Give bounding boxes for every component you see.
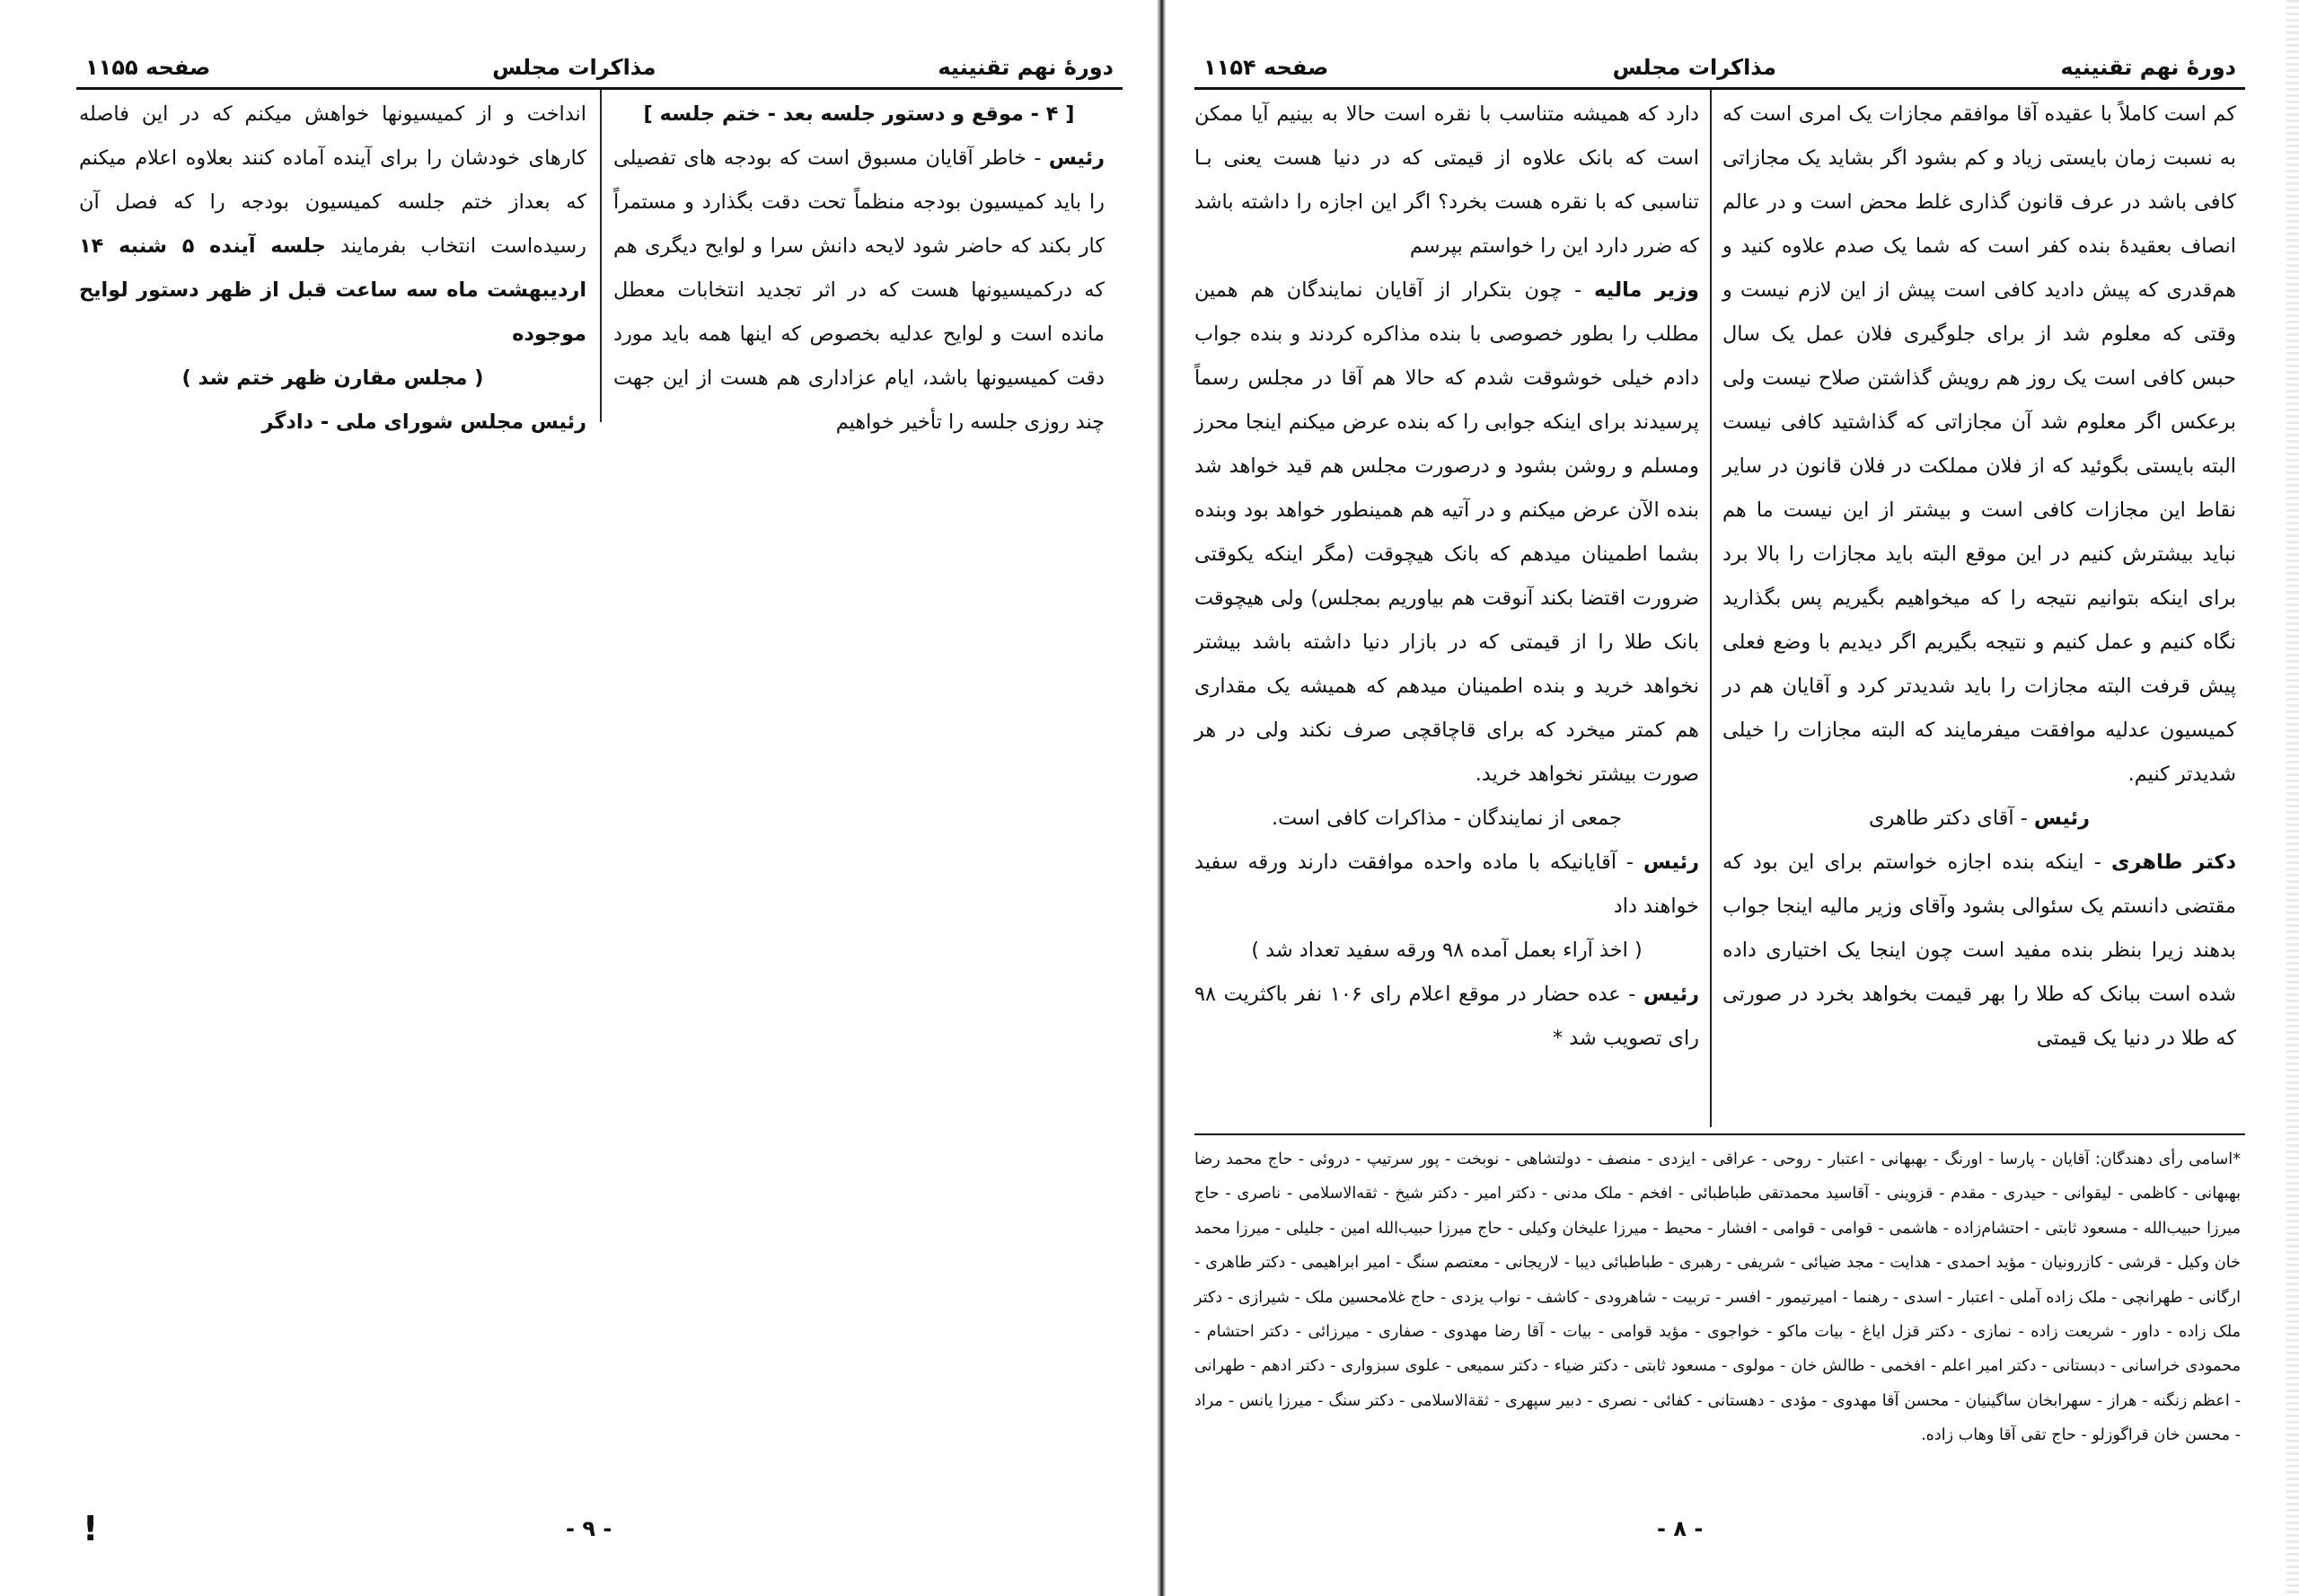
paragraph [79,93,586,357]
next-session-notice: جلسه آینده ۵ شنبه ۱۴ اردیبهشت ماه سه ساعت قبل از ظهر دستور لوایح موجوده [79,234,586,346]
left-page-left-column [79,93,586,434]
left-page-right-column [613,93,1105,434]
page-number: - ۹ - [566,1516,612,1541]
header-rule [1194,87,2245,90]
speaker-name: دکتر طاهری [2111,851,2236,874]
paragraph: دارد که همیشه متناسب با نقره است حالا به بینیم آیا ممکن است که بانک علاوه از قیمتی که در دنیا هست یعنی بـا تناسبی که با نقره هست بخرد؟ اگر این اجازه را داشته باشد که ضرر دارد این را خواستم بپرسم [1194,102,1699,258]
speaker-name: رئیس [1643,983,1699,1006]
paragraph [1194,841,1699,929]
speech-text: - عده حضار در موقع اعلام رای ۱۰۶ نفر باکثریت ۹۸ رای تصویب شد * [1194,983,1699,1050]
speaker-name: رئیس [1643,851,1699,874]
book-spine [1157,0,1166,1596]
right-page [1167,0,2299,1596]
paragraph [1194,973,1699,1061]
paragraph [1722,797,2236,841]
term-label: دورهٔ نهم تقنینیه [2060,55,2236,80]
page-label: صفحه ۱۱۵۵ [85,55,211,80]
paragraph [1194,269,1699,797]
right-page-header [1203,49,2236,85]
speech-text: انداخت و از کمیسیونها خواهش میکنم که در این فاصله کارهای خودشان را برای آینده آماده کنند بعلاوه اعلام میکنم که بعداز ختم جلسه کمیسیون بودجه را که فصل آن رسیده‌است انتخاب بفرمایند [79,102,586,258]
right-page-right-column [1722,93,2236,1125]
speaker-name: وزیر مالیه [1594,278,1699,302]
term-label: دورهٔ نهم تقنینیه [938,55,1114,80]
speech-text: - چون بتکرار از آقایان نمایندگان هم همین مطلب را بطور خصوصی با بنده مذاکره کردند و بنده جواب دادم خیلی خوشوقت شدم که حالا هم آقا در مجلس رسماً پرسیدند برای اینکه جوابی را که بنده عرض میکنم اینجا محرز ومسلم و روشن بشود و درصورت مجلس هم قید خواهد شد بنده الآن عرض میکنم و در آتیه هم همینطور خواهد بود وبنده بشما اطمینان میدهم که بانک هیچوقت (مگر اینکه یکوقتی ضرورت اقتضا بکند آنوقت هم بیاوریم بمجلس) ولی هیچوقت بانک طلا را از قیمتی که در بازار دنیا داشته باشد بیشتر نخواهد خرید و بنده اطمینان میدهم که همیشه یک مقداری هم کمتر میخرد که برای قاچاقچی صرف نکند ولی در هر صورت بیشتر نخواهد خرید. [1194,278,1699,786]
speaker-name: رئیس [2033,807,2090,830]
signature: رئیس مجلس شورای ملی - دادگر [261,410,586,434]
paragraph [1722,841,2236,1061]
session-closed-note: ( مجلس مقارن ظهر ختم شد ) [181,366,484,390]
running-title: مذاکرات مجلس [492,55,656,80]
speech-text: - خاطر آقایان مسبوق است که بودجه های تفصیلی را باید کمیسیون بودجه منظماً تحت دقت بگذارد و مستمراً کار بکند که حاضر شود لایحه دانش سرا و لوایح دیگری هم که درکمیسیونها هست که در اثر تجدید انتخابات معطل مانده است و لوایح عدلیه بخصوص که اینها همه باید مورد دقت کمیسیونها باشد، ایام عزاداری هم هست از این جهت چند روزی جلسه را تأخیر خواهیم [613,146,1105,434]
group-remark: جمعی از نمایندگان - مذاکرات کافی است. [1272,807,1622,830]
page-edge [2286,0,2299,1596]
margin-mark: ! [83,1509,99,1548]
footnote-rule [1194,1133,2245,1135]
page-number: - ۸ - [1657,1516,1704,1541]
speech-text: - آقای دکتر طاهری [1869,807,2028,830]
column-divider [600,90,602,422]
speech-text: - آقایانیکه با ماده واحده موافقت دارند ورقه سفید خواهند داد [1194,851,1699,918]
running-title: مذاکرات مجلس [1612,55,1777,80]
paragraph [613,137,1105,445]
column-divider [1710,90,1712,1127]
vote-result: ( اخذ آراء بعمل آمده ۹۸ ورقه سفید تعداد شد ) [1251,939,1643,962]
right-page-left-column [1194,93,1699,1125]
page-label: صفحه ۱۱۵۴ [1203,55,1329,80]
speaker-name: رئیس [1048,146,1105,170]
paragraph: کم است کاملاً با عقیده آقا موافقم مجازات یک امری است که به نسبت زمان بایستی زیاد و کم بشود اگر بشاید یک مجازاتی کافی باشد در عرف قانون گذاری غلط محض است و در عالم انصاف بعقیدهٔ بنده کفر است که شما یک صدم علاوه کنید و هم‌قدری که پیش دادید کافی است پیش از این لازم نیست و وقتی که معلوم شد از برای جلوگیری فلان عمل یک سال حبس کافی است یک روز هم رویش گذاشتن صلاح نیست ولی برعکس اگر معلوم شد آن مجازاتی که گذاشتید کافی نیست البته بایستی بگوئید که از فلان مملکت در فلان قانون در سایر نقاط این مجازات کافی است و بیشتر از این نیست ما هم نباید بیشترش کنیم در این موقع البته باید مجازات را بالا برد برای اینکه بتوانیم نتیجه را که میخواهیم بگیریم پس بگذارید نگاه کنیم و عمل کنیم و نتیجه بگیریم اگر دیدیم با وضع فعلی پیش قرفت البته مجازات را باید شدیدتر کرد و آقایان هم در کمیسیون عدلیه موافقت میفرمایند که البته مجازات را خیلی شدیدتر کنیم. [1722,102,2236,786]
left-page-header [85,49,1114,85]
speech-text: - اینکه بنده اجازه خواستم برای این بود که مقتضی دانستم یک سئوالی بشود وآقای وزیر مالیه اینجا جواب بدهند زیرا بنظر بنده مفید است چون اینجا یک اختیاری داده شده است ببانک که طلا را بهر قیمت بخواهد بخرد در صورتی که طلا در دنیا یک قیمتی [1722,851,2236,1050]
section-heading: [ ۴ - موقع و دستور جلسه بعد - ختم جلسه ] [643,102,1075,126]
voters-footnote: *اسامی رأی دهندگان: آقایان - پارسا - اورنگ - بهبهانی - اعتبار - روحی - عراقی - ایزدی - منصف - دولتشاهی - نوبخت - پور سرتیپ - دروئی - حاج محمد رضا بهبهانی - کاظمی - لیقوانی - حیدری - مقدم - قزوینی - آقاسید محمدتقی طباطبائی - افخم - ملک مدنی - دکتر امیر - دکتر شیخ - ثقه‌الاسلامی - ناصری - حاج میرزا حبیب‌الله - مسعود ثابتی - احتشام‌زاده - هاشمی - قوامی - قوامی - افشار - محیط - میرزا علیخان وکیلی - حاج میرزا حبیب‌الله امین - جلیلی - میرزا محمد خان وکیل - قرشی - کازرونیان - مؤید احمدی - هدایت - مجد ضیائی - شریفی - رهبری - طباطبائی دیبا - لاریجانی - معتصم سنگ - امیر ابراهیمی - دکتر طاهری - ارگانی - طهرانچی - ملک زاده آملی - اعتبار - اسدی - رهنما - امیرتیمور - افسر - تربیت - شاهرودی - کاشف - نواب یزدی - حاج غلامحسین ملک - شیرازی - دکتر ملک زاده - داور - شریعت زاده - نمازی - دکتر قزل ایاغ - بیات ماکو - خواجوی - مؤید قوامی - بیات - آقا رضا مهدوی - صفاری - میرزائی - دکتر احتشام - محمودی خراسانی - دبستانی - دکتر امیر اعلم - افخمی - طالش خان - مولوی - مسعود ثابتی - دکتر ضیاء - دکتر سمیعی - علوی سبزواری - دکتر ادهم - طهرانی - اعظم زنگنه - هراز - سهرابخان ساگینیان - محسن آقا مهدوی - مؤدی - دهستانی - کفائی - نصری - دبیر سپهری - ثقةالاسلامی - دکتر سنگ - میرزا یانس - مراد - محسن خان قراگوزلو - حاج تقی آقا وهاب زاده. [1194,1151,2241,1445]
